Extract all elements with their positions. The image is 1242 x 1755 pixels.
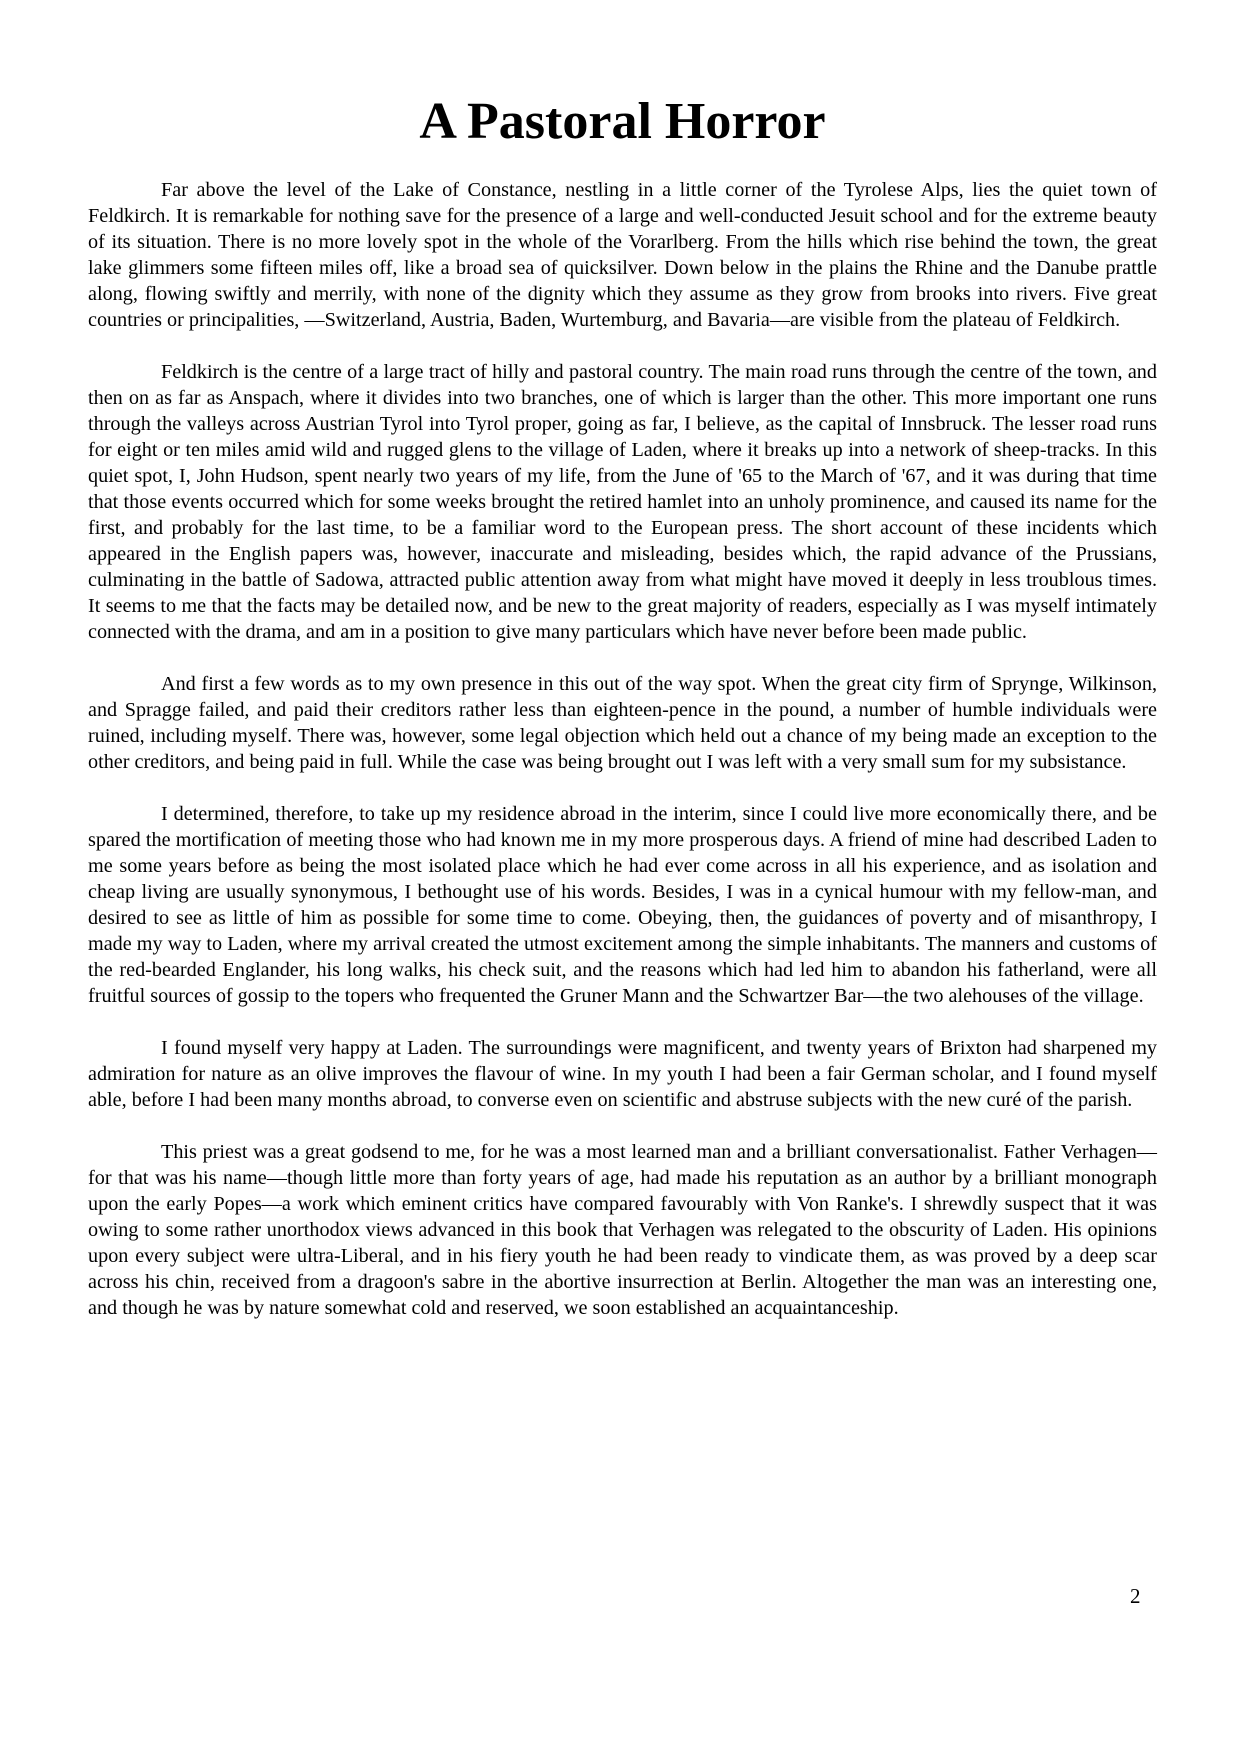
paragraph-1: Far above the level of the Lake of Constance, nestling in a little corner of the Tyrolese Alps, lies the quiet town of Feldkirch. It is remarkable for nothing save for the presence of a large and well-conducted Jesuit school and for the extreme beauty of its situation. There is no more lovely spot in the whole of the Vorarlberg. From the hills which rise behind the town, the great lake glimmers some fifteen miles off, like a broad sea of quicksilver. Down below in the plains the Rhine and the Danube prattle along, flowing swiftly and merrily, with none of the dignity which they assume as they grow from brooks into rivers. Five great countries or principalities, —Switzerland, Austria, Baden, Wurtemburg, and Bavaria—are visible from the plateau of Feldkirch. [88,179,1157,331]
paragraph-6: This priest was a great godsend to me, for he was a most learned man and a brilliant conversationalist. Father Verhagen—for that was his name—though little more than forty years of age, had made his reputation as an author by a brilliant monograph upon the early Popes—a work which eminent critics have compared favourably with Von Ranke's. I shrewdly suspect that it was owing to some rather unorthodox views advanced in this book that Verhagen was relegated to the obscurity of Laden. His opinions upon every subject were ultra-Liberal, and in his fiery youth he had been ready to vindicate them, as was proved by a deep scar across his chin, received from a dragoon's sabre in the abortive insurrection at Berlin. Altogether the man was an interesting one, and though he was by nature somewhat cold and reserved, we soon established an acquaintanceship. [88,1141,1157,1319]
paragraph-2: Feldkirch is the centre of a large tract of hilly and pastoral country. The main road runs through the centre of the town, and then on as far as Anspach, where it divides into two branches, one of which is larger than the other. This more important one runs through the valleys across Austrian Tyrol into Tyrol proper, going as far, I believe, as the capital of Innsbruck. The lesser road runs for eight or ten miles amid wild and rugged glens to the village of Laden, where it breaks up into a network of sheep-tracks. In this quiet spot, I, John Hudson, spent nearly two years of my life, from the June of '65 to the March of '67, and it was during that time that those events occurred which for some weeks brought the retired hamlet into an unholy prominence, and caused its name for the first, and probably for the last time, to be a familiar word to the European press. The short account of these incidents which appeared in the English papers was, however, inaccurate and misleading, besides which, the rapid advance of the Prussians, culminating in the battle of Sadowa, attracted public attention away from what might have moved it deeply in less troublous times. It seems to me that the facts may be detailed now, and be new to the great majority of readers, especially as I was myself intimately connected with the drama, and am in a position to give many particulars which have never before been made public. [88,361,1157,643]
page-title: A Pastoral Horror [419,93,826,150]
page-number: 2 [1130,1584,1141,1608]
paragraph-3: And first a few words as to my own presence in this out of the way spot. When the great city firm of Sprynge, Wilkinson, and Spragge failed, and paid their creditors rather less than eighteen-pence in the pound, a number of humble individuals were ruined, including myself. There was, however, some legal objection which held out a chance of my being made an exception to the other creditors, and being paid in full. While the case was being brought out I was left with a very small sum for my subsistance. [88,673,1157,773]
page-body [88,92,1157,1347]
paragraph-4: I determined, therefore, to take up my residence abroad in the interim, since I could live more economically there, and be spared the mortification of meeting those who had known me in my more prosperous days. A friend of mine had described Laden to me some years before as being the most isolated place which he had ever come across in all his experience, and as isolation and cheap living are usually synonymous, I bethought use of his words. Besides, I was in a cynical humour with my fellow-man, and desired to see as little of him as possible for some time to come. Obeying, then, the guidances of poverty and of misanthropy, I made my way to Laden, where my arrival created the utmost excitement among the simple inhabitants. The manners and customs of the red-bearded Englander, his long walks, his check suit, and the reasons which had led him to abandon his fatherland, were all fruitful sources of gossip to the topers who frequented the Gruner Mann and the Schwartzer Bar—the two alehouses of the village. [88,803,1157,1007]
paragraph-5: I found myself very happy at Laden. The surroundings were magnificent, and twenty years of Brixton had sharpened my admiration for nature as an olive improves the flavour of wine. In my youth I had been a fair German scholar, and I found myself able, before I had been many months abroad, to converse even on scientific and abstruse subjects with the new curé of the parish. [88,1037,1157,1111]
